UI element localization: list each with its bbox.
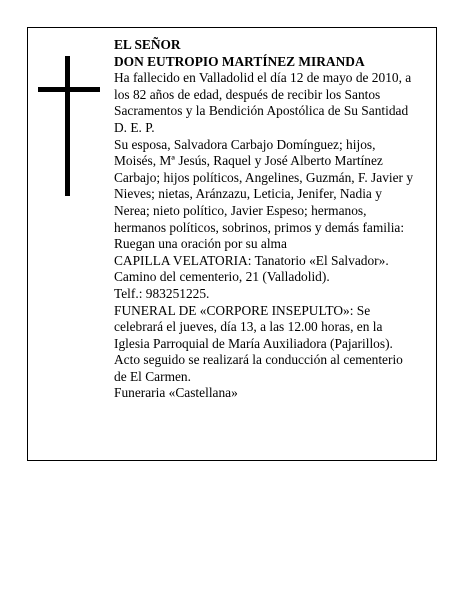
chapel-address-line: Camino del cementerio, 21 (Valladolid).	[114, 269, 330, 285]
funeral-line: de El Carmen.	[114, 368, 191, 384]
notice-line: Ha fallecido en Valladolid el día 12 de mayo de 2010, a	[114, 70, 412, 86]
deceased-name: DON EUTROPIO MARTÍNEZ MIRANDA	[114, 53, 365, 69]
cross-vertical-bar	[65, 56, 70, 196]
family-line: Carbajo; hijos políticos, Angelines, Guzmán, F. Javier y	[114, 169, 414, 185]
obituary-text	[114, 37, 436, 402]
funeral-line: celebrará el jueves, día 13, a las 12.00 horas, en la	[114, 319, 383, 335]
family-line: Moisés, Mª Jesús, Raquel y José Alberto Martínez	[114, 153, 383, 169]
funeral-line: FUNERAL DE «CORPORE INSEPULTO»: Se	[114, 302, 371, 318]
funeral-line: Iglesia Parroquial de María Auxiliadora (Pajarillos).	[114, 335, 393, 351]
notice-line: Sacramentos y la Bendición Apostólica de Su Santidad	[114, 103, 409, 119]
funeral-home-line: Funeraria «Castellana»	[114, 385, 238, 401]
family-line: Nerea; nieto político, Javier Espeso; hermanos,	[114, 202, 367, 218]
family-line: Nieves; nietas, Aránzazu, Leticia, Jenifer, Nadia y	[114, 186, 382, 202]
rip-line: D. E. P.	[114, 119, 155, 135]
deceased-title: EL SEÑOR	[114, 37, 181, 52]
chapel-line: CAPILLA VELATORIA: Tanatorio «El Salvador».	[114, 252, 389, 268]
notice-line: los 82 años de edad, después de recibir los Santos	[114, 86, 381, 102]
latin-cross-icon	[38, 56, 100, 196]
cross-horizontal-bar	[38, 87, 100, 92]
family-line: hermanos políticos, sobrinos, primos y demás familia:	[114, 219, 405, 235]
prayer-line: Ruegan una oración por su alma	[114, 236, 287, 252]
funeral-line: Acto seguido se realizará la conducción al cementerio	[114, 352, 403, 368]
family-line: Su esposa, Salvadora Carbajo Domínguez; hijos,	[114, 136, 376, 152]
phone-line: Telf.: 983251225.	[114, 285, 210, 301]
